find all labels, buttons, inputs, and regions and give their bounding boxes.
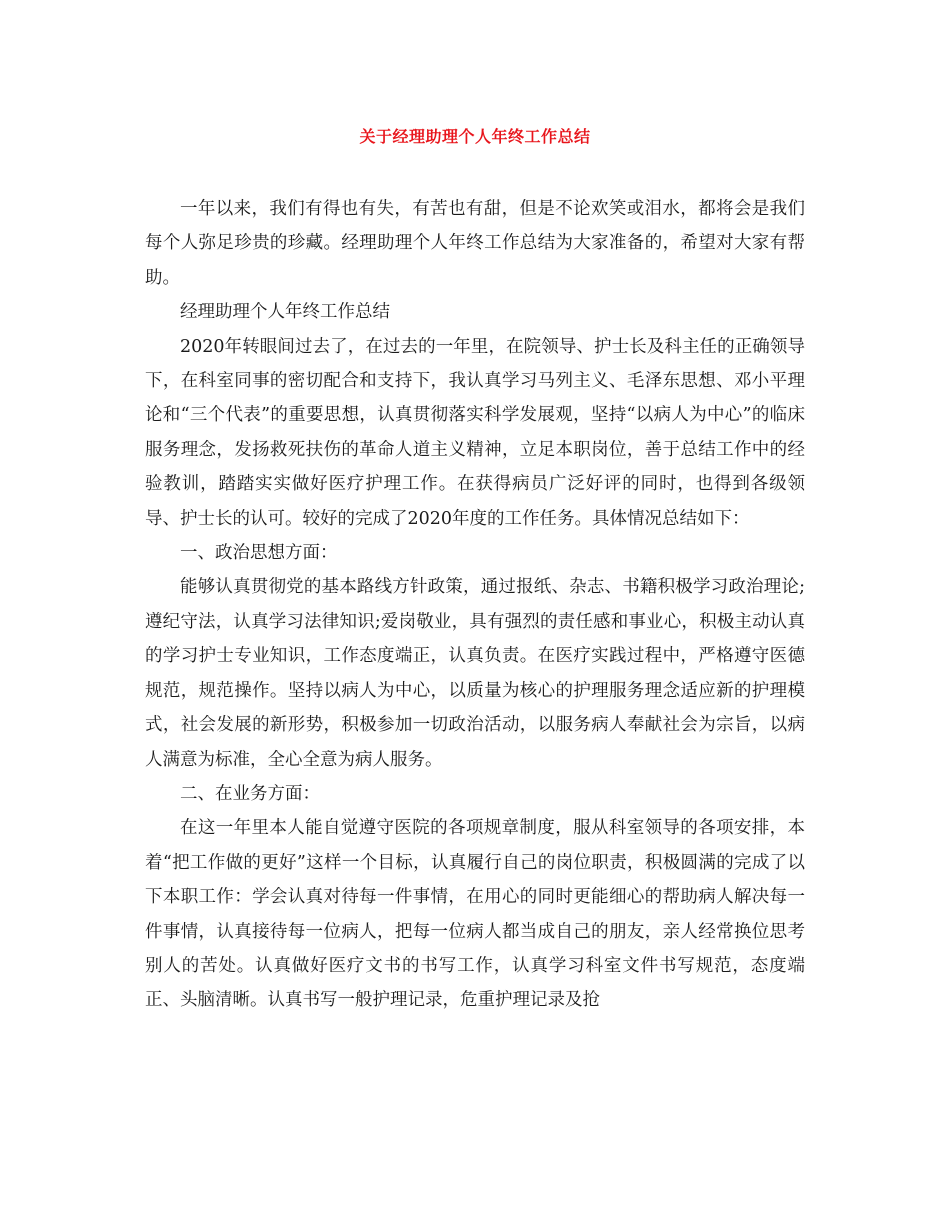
section-heading-political: 一、政治思想方面：	[180, 543, 338, 564]
document-body	[145, 192, 805, 1018]
paragraph-subtitle: 经理助理个人年终工作总结	[180, 302, 390, 323]
document-title: 关于经理助理个人年终工作总结	[359, 127, 591, 146]
paragraph-overview: 2020年转眼间过去了，在过去的一年里，在院领导、护士长及科主任的正确领导下，在科室同事的密切配合和支持下，我认真学习马列主义、毛泽东思想、邓小平理论和“三个代表”的重要思想，认真贯彻落实科学发展观，坚持“以病人为中心”的临床服务理念，发扬救死扶伤的革命人道主义精神，立足本职岗位，善于总结工作中的经验教训，踏踏实实做好医疗护理工作。在获得病员广泛好评的同时，也得到各级领导、护士长的认可。较好的完成了2020年度的工作任务。具体情况总结如下：	[145, 336, 805, 529]
paragraph-business: 在这一年里本人能自觉遵守医院的各项规章制度，服从科室领导的各项安排，本着“把工作做的更好”这样一个目标，认真履行自己的岗位职责，积极圆满的完成了以下本职工作：学会认真对待每一件事情，在用心的同时更能细心的帮助病人解决每一件事情，认真接待每一位病人，把每一位病人都当成自己的朋友，亲人经常换位思考别人的苦处。认真做好医疗文书的书写工作，认真学习科室文件书写规范，态度端正、头脑清晰。认真书写一般护理记录，危重护理记录及抢	[145, 818, 805, 1011]
paragraph-intro: 一年以来，我们有得也有失，有苦也有甜，但是不论欢笑或泪水，都将会是我们每个人弥足珍贵的珍藏。经理助理个人年终工作总结为大家准备的，希望对大家有帮助。	[145, 199, 805, 288]
paragraph-political: 能够认真贯彻党的基本路线方针政策，通过报纸、杂志、书籍积极学习政治理论;遵纪守法，认真学习法律知识;爱岗敬业，具有强烈的责任感和事业心，积极主动认真的学习护士专业知识，工作态度端正，认真负责。在医疗实践过程中，严格遵守医德规范，规范操作。坚持以病人为中心，以质量为核心的护理服务理念适应新的护理模式，社会发展的新形势，积极参加一切政治活动，以服务病人奉献社会为宗旨，以病人满意为标准，全心全意为病人服务。	[145, 577, 805, 770]
section-heading-business: 二、在业务方面：	[180, 783, 320, 804]
